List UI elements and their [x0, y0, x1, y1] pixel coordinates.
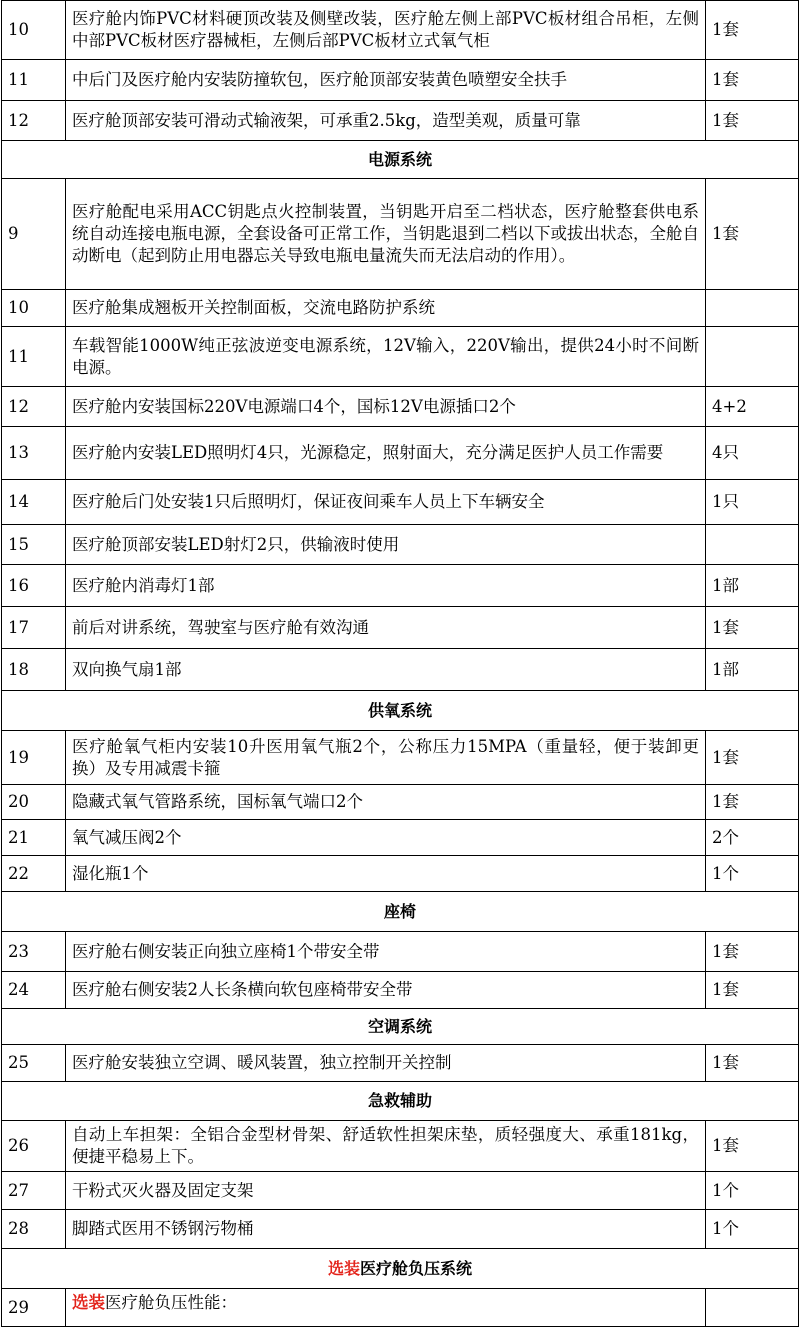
row-description: 干粉式灭火器及固定支架 — [66, 1172, 706, 1210]
table-row — [2, 1121, 799, 1172]
row-quantity: 1套 — [706, 932, 799, 972]
row-number: 21 — [2, 820, 66, 856]
section-title: 供氧系统 — [2, 691, 799, 731]
row-quantity: 1部 — [706, 565, 799, 607]
table-row — [2, 290, 799, 327]
row-description: 医疗舱右侧安装2人长条横向软包座椅带安全带 — [66, 972, 706, 1009]
row-number: 14 — [2, 480, 66, 525]
row-description: 医疗舱顶部安装LED射灯2只，供输液时使用 — [66, 525, 706, 565]
table-row — [2, 932, 799, 972]
row-quantity: 1套 — [706, 1, 799, 60]
row-quantity: 1套 — [706, 785, 799, 820]
row-number: 25 — [2, 1045, 66, 1082]
table-row — [2, 101, 799, 141]
table-row — [2, 327, 799, 387]
section-header-rescue — [2, 1082, 799, 1121]
table-row — [2, 731, 799, 785]
row-number: 18 — [2, 649, 66, 691]
row-number: 23 — [2, 932, 66, 972]
row-number: 26 — [2, 1121, 66, 1172]
row-description: 双向换气扇1部 — [66, 649, 706, 691]
section-title: 急救辅助 — [2, 1082, 799, 1121]
row-number: 16 — [2, 565, 66, 607]
row-number: 13 — [2, 427, 66, 480]
row-description: 脚踏式医用不锈钢污物桶 — [66, 1210, 706, 1249]
row-number: 15 — [2, 525, 66, 565]
row-quantity: 1个 — [706, 856, 799, 892]
row-description: 前后对讲系统，驾驶室与医疗舱有效沟通 — [66, 607, 706, 649]
section-header-power — [2, 141, 799, 179]
row-description: 医疗舱顶部安装可滑动式输液架，可承重2.5kg，造型美观，质量可靠 — [66, 101, 706, 141]
table-row — [2, 480, 799, 525]
row-description: 中后门及医疗舱内安装防撞软包，医疗舱顶部安装黄色喷塑安全扶手 — [66, 60, 706, 101]
row-quantity: 1套 — [706, 179, 799, 290]
row-description: 自动上车担架：全铝合金型材骨架、舒适软性担架床垫，质轻强度大、承重181kg，便捷平稳易上下。 — [66, 1121, 706, 1172]
table-row — [2, 1172, 799, 1210]
row-number: 28 — [2, 1210, 66, 1249]
row-number: 11 — [2, 327, 66, 387]
section-title-text: 医疗舱负压系统 — [360, 1258, 473, 1278]
row-description: 医疗舱内饰PVC材料硬顶改装及侧壁改装，医疗舱左侧上部PVC板材组合吊柜，左侧中部PVC板材医疗器械柜，左侧后部PVC板材立式氧气柜 — [66, 1, 706, 60]
row-description: 医疗舱内消毒灯1部 — [66, 565, 706, 607]
section-header-oxygen — [2, 691, 799, 731]
table-row — [2, 1045, 799, 1082]
row-description: 医疗舱后门处安装1只后照明灯，保证夜间乘车人员上下车辆安全 — [66, 480, 706, 525]
section-header-ac — [2, 1009, 799, 1045]
section-title: 空调系统 — [2, 1009, 799, 1045]
row-quantity: 1套 — [706, 607, 799, 649]
table-row — [2, 427, 799, 480]
row-number: 27 — [2, 1172, 66, 1210]
row-quantity: 1套 — [706, 101, 799, 141]
row-number: 24 — [2, 972, 66, 1009]
row-quantity: 1套 — [706, 60, 799, 101]
row-description: 氧气减压阀2个 — [66, 820, 706, 856]
row-number: 19 — [2, 731, 66, 785]
row-quantity — [706, 327, 799, 387]
row-quantity: 1套 — [706, 972, 799, 1009]
row-number: 12 — [2, 387, 66, 427]
table-row — [2, 525, 799, 565]
row-number: 10 — [2, 290, 66, 327]
row-number: 22 — [2, 856, 66, 892]
table-row — [2, 565, 799, 607]
row-quantity — [706, 290, 799, 327]
row-quantity: 1个 — [706, 1172, 799, 1210]
row-quantity: 1套 — [706, 731, 799, 785]
row-description: 医疗舱安装独立空调、暖风装置，独立控制开关控制 — [66, 1045, 706, 1082]
row-quantity — [706, 525, 799, 565]
row-description: 医疗舱内安装国标220V电源端口4个，国标12V电源插口2个 — [66, 387, 706, 427]
row-description: 医疗舱配电采用ACC钥匙点火控制装置，当钥匙开启至二档状态，医疗舱整套供电系统自动连接电瓶电源，全套设备可正常工作，当钥匙退到二档以下或拔出状态，全舱自动断电（起到防止用电器忘关导致电瓶电量流失而无法启动的作用）。 — [66, 179, 706, 290]
row-quantity: 1套 — [706, 1121, 799, 1172]
row-description: 湿化瓶1个 — [66, 856, 706, 892]
table-row — [2, 820, 799, 856]
optional-tag: 选装 — [72, 1293, 105, 1312]
row-quantity: 4+2 — [706, 387, 799, 427]
row-number: 20 — [2, 785, 66, 820]
table-row — [2, 1, 799, 60]
section-title — [2, 1249, 799, 1289]
table-row — [2, 649, 799, 691]
row-number: 9 — [2, 179, 66, 290]
row-quantity: 4只 — [706, 427, 799, 480]
row-number: 29 — [2, 1289, 66, 1327]
section-header-seats — [2, 892, 799, 932]
optional-tag: 选装 — [327, 1258, 360, 1278]
section-title: 电源系统 — [2, 141, 799, 179]
equipment-spec-table — [1, 0, 799, 1327]
row-number: 11 — [2, 60, 66, 101]
table-row — [2, 972, 799, 1009]
table-row — [2, 60, 799, 101]
table-row — [2, 607, 799, 649]
section-title: 座椅 — [2, 892, 799, 932]
table-row — [2, 785, 799, 820]
section-header-negative-pressure — [2, 1249, 799, 1289]
row-description: 医疗舱右侧安装正向独立座椅1个带安全带 — [66, 932, 706, 972]
row-description-text: 医疗舱负压性能： — [105, 1293, 237, 1312]
row-description: 医疗舱内安装LED照明灯4只，光源稳定，照射面大，充分满足医护人员工作需要 — [66, 427, 706, 480]
table-row — [2, 179, 799, 290]
row-quantity: 1套 — [706, 1045, 799, 1082]
table-row — [2, 856, 799, 892]
row-description: 隐藏式氧气管路系统，国标氧气端口2个 — [66, 785, 706, 820]
row-quantity: 2个 — [706, 820, 799, 856]
table-row — [2, 1210, 799, 1249]
row-description: 医疗舱氧气柜内安装10升医用氧气瓶2个，公称压力15MPA（重量轻，便于装卸更换）及专用减震卡箍 — [66, 731, 706, 785]
row-quantity: 1个 — [706, 1210, 799, 1249]
row-description: 车载智能1000W纯正弦波逆变电源系统，12V输入，220V输出，提供24小时不间断电源。 — [66, 327, 706, 387]
row-quantity: 1只 — [706, 480, 799, 525]
row-quantity: 1部 — [706, 649, 799, 691]
row-number: 10 — [2, 1, 66, 60]
row-number: 12 — [2, 101, 66, 141]
row-number: 17 — [2, 607, 66, 649]
table-row — [2, 387, 799, 427]
row-description: 医疗舱集成翘板开关控制面板，交流电路防护系统 — [66, 290, 706, 327]
